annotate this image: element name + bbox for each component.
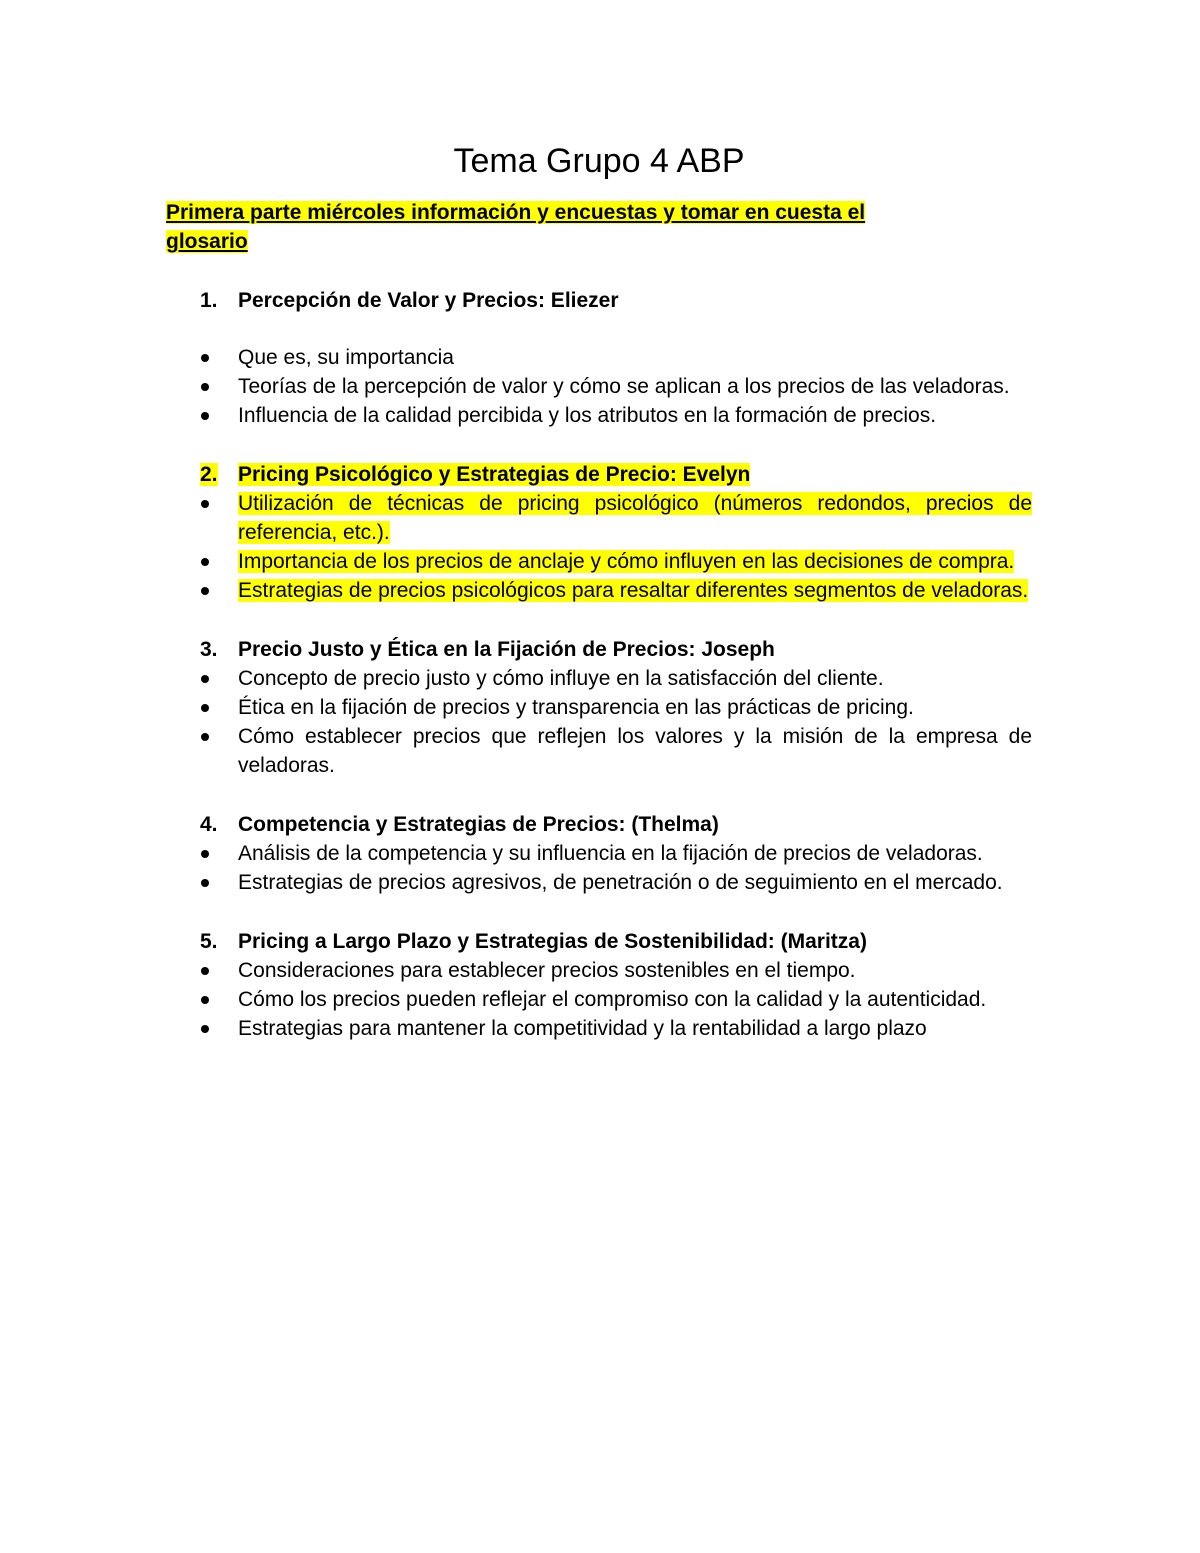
bullet-list (166, 956, 1032, 1043)
section-title-text: Pricing Psicológico y Estrategias de Precio: Evelyn (238, 463, 751, 486)
section-title: Competencia y Estrategias de Precios: (Thelma) (238, 813, 719, 836)
section-1 (166, 286, 1032, 430)
list-item (166, 664, 1032, 693)
highlighted-text: Importancia de los precios de anclaje y cómo influyen en las decisiones de compra. (238, 550, 1015, 573)
bullet-list (166, 839, 1032, 897)
section-heading (166, 635, 1032, 664)
document-body (166, 138, 1032, 1043)
list-item-text: Consideraciones para establecer precios sostenibles en el tiempo. (238, 959, 856, 982)
section-4 (166, 810, 1032, 897)
section-heading (166, 286, 1032, 315)
section-heading (166, 927, 1032, 956)
list-item (166, 1014, 1032, 1043)
section-3 (166, 635, 1032, 780)
section-title: Precio Justo y Ética en la Fijación de Precios: Joseph (238, 638, 775, 661)
highlighted-text: Estrategias de precios psicológicos para resaltar diferentes segmentos de veladoras. (238, 579, 1029, 602)
list-item-text: Concepto de precio justo y cómo influye en la satisfacción del cliente. (238, 667, 884, 690)
section-title: Pricing a Largo Plazo y Estrategias de Sostenibilidad: (Maritza) (238, 930, 867, 953)
list-item-text (238, 489, 1032, 547)
intro-note-line-1: Primera parte miércoles información y encuestas y tomar en cuesta el (166, 201, 866, 224)
section-2 (166, 460, 1032, 605)
bullet-icon (166, 693, 238, 722)
list-item-text: Que es, su importancia (238, 346, 454, 369)
section-5 (166, 927, 1032, 1043)
section-number: 1. (200, 289, 218, 312)
bullet-icon (166, 985, 238, 1014)
list-item (166, 868, 1032, 897)
section-heading (166, 810, 1032, 839)
bullet-icon (166, 576, 238, 605)
list-item-text: Estrategias de precios agresivos, de penetración o de seguimiento en el mercado. (238, 871, 1003, 894)
intro-note-line-2: glosario (166, 230, 248, 253)
list-item (166, 401, 1032, 430)
bullet-icon (166, 868, 238, 897)
list-item-text: Cómo los precios pueden reflejar el compromiso con la calidad y la autenticidad. (238, 988, 987, 1011)
bullet-list (166, 489, 1032, 605)
bullet-icon (166, 664, 238, 693)
list-item (166, 372, 1032, 401)
bullet-icon (166, 839, 238, 868)
list-item (166, 839, 1032, 868)
section-number (166, 460, 238, 489)
list-item (166, 693, 1032, 722)
list-item-text: Teorías de la percepción de valor y cómo se aplican a los precios de las veladoras. (238, 375, 1010, 398)
section-title: Percepción de Valor y Precios: Eliezer (238, 289, 619, 312)
bullet-icon (166, 401, 238, 430)
bullet-list (166, 343, 1032, 430)
list-item (166, 985, 1032, 1014)
list-item-text: Ética en la fijación de precios y transparencia en las prácticas de pricing. (238, 696, 914, 719)
section-heading (166, 460, 1032, 489)
list-item (166, 547, 1032, 576)
bullet-icon (166, 722, 238, 780)
intro-note (166, 198, 1032, 256)
list-item-text: Estrategias para mantener la competitividad y la rentabilidad a largo plazo (238, 1017, 927, 1040)
section-number: 3. (200, 638, 218, 661)
list-item (166, 576, 1032, 605)
bullet-icon (166, 547, 238, 576)
list-item (166, 343, 1032, 372)
section-number: 5. (200, 930, 218, 953)
bullet-icon (166, 489, 238, 547)
list-item-text (238, 576, 1032, 605)
list-item-text: Influencia de la calidad percibida y los atributos en la formación de precios. (238, 404, 937, 427)
bullet-icon (166, 343, 238, 372)
list-item (166, 722, 1032, 780)
bullet-list (166, 664, 1032, 780)
list-item-text (238, 547, 1032, 576)
bullet-icon (166, 956, 238, 985)
bullet-icon (166, 1014, 238, 1043)
section-title (238, 460, 1032, 489)
bullet-icon (166, 372, 238, 401)
section-number: 4. (200, 813, 218, 836)
list-item (166, 489, 1032, 547)
document-title: Tema Grupo 4 ABP (453, 142, 745, 180)
highlighted-text: Utilización de técnicas de pricing psicológico (números redondos, precios de referencia, etc.). (238, 492, 1032, 544)
list-item (166, 956, 1032, 985)
list-item-text: Cómo establecer precios que reflejen los valores y la misión de la empresa de veladoras. (238, 725, 1032, 777)
section-number-text: 2. (200, 463, 218, 486)
list-item-text: Análisis de la competencia y su influencia en la fijación de precios de veladoras. (238, 842, 983, 865)
